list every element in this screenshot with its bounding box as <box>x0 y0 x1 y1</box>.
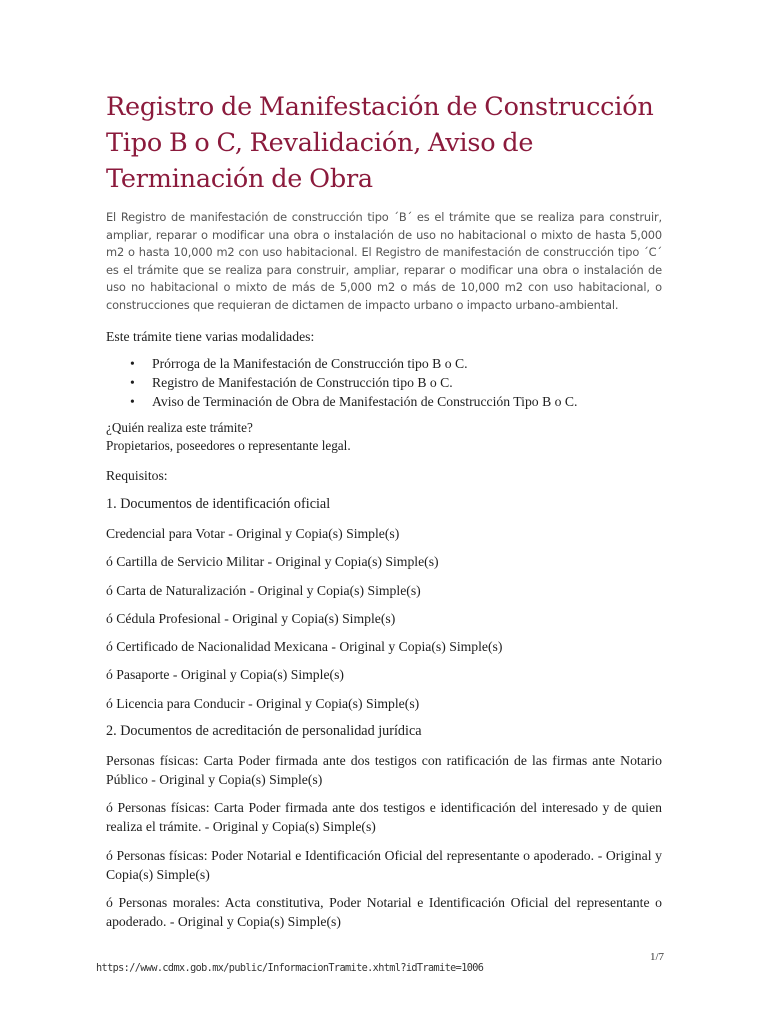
quien-realiza-block <box>106 419 662 454</box>
section-heading-identificacion: 1. Documentos de identificación oficial <box>106 496 331 512</box>
modalidad-text: Prórroga de la Manifestación de Construcción tipo B o C. <box>152 356 468 371</box>
intro-paragraph: El Registro de manifestación de construcción tipo ´B´ es el trámite que se realiza para construir, ampliar, reparar o modificar una obra o instalación de uso no habitacional o mixto de hasta 5,000 m2 o hasta 10,000 m2 con uso habitacional. El Registro de manifestación de construcción tipo ´C´ es el trámite que se realiza para construir, ampliar, reparar o modificar una obra o instalación de uso no habitacional o mixto de más de 5,000 m2 o más de 10,000 m2 con uso habitacional, o construcciones que requieran de dictamen de impacto urbano o impacto urbano-ambiental. <box>106 210 662 312</box>
bullet-icon: • <box>130 356 135 371</box>
page-number: 1/7 <box>650 951 665 963</box>
list-item <box>106 373 662 392</box>
requisito-item: ó Personas morales: Acta constitutiva, Poder Notarial e Identificación Oficial del representante o apoderado. - Original y Copia(s) Simple(s) <box>106 894 662 929</box>
modalidad-text: Aviso de Terminación de Obra de Manifestación de Construcción Tipo B o C. <box>152 394 578 409</box>
modalidades-label: Este trámite tiene varias modalidades: <box>106 329 315 344</box>
requisito-item: ó Licencia para Conducir - Original y Copia(s) Simple(s) <box>106 695 420 711</box>
requisito-item: ó Cédula Profesional - Original y Copia(s) Simple(s) <box>106 610 396 626</box>
requisito-item: ó Pasaporte - Original y Copia(s) Simple(s) <box>106 667 344 683</box>
requisito-item: ó Certificado de Nacionalidad Mexicana - Original y Copia(s) Simple(s) <box>106 639 503 655</box>
list-item <box>106 354 662 373</box>
section-heading-personalidad: 2. Documentos de acreditación de personalidad jurídica <box>106 723 422 740</box>
document-page <box>106 84 662 940</box>
quien-question: ¿Quién realiza este trámite? <box>106 420 253 435</box>
requisito-item: Credencial para Votar - Original y Copia(s) Simple(s) <box>106 526 400 541</box>
list-item <box>106 392 662 411</box>
source-url: https://www.cdmx.gob.mx/public/InformacionTramite.xhtml?idTramite=1006 <box>96 963 484 974</box>
modalidades-list <box>106 354 662 411</box>
quien-answer: Propietarios, poseedores o representante legal. <box>106 437 351 453</box>
requisito-item: ó Personas físicas: Poder Notarial e Identificación Oficial del representante o apoderado. - Original y Copia(s) Simple(s) <box>106 847 662 882</box>
bullet-icon: • <box>130 375 135 390</box>
requisito-item: Personas físicas: Carta Poder firmada ante dos testigos con ratificación de las firmas ante Notario Público - Original y Copia(s) Simple(s) <box>106 753 662 788</box>
bullet-icon: • <box>130 394 135 409</box>
requisitos-label: Requisitos: <box>106 468 168 483</box>
requisito-item: ó Personas físicas: Carta Poder firmada ante dos testigos e identificación del interesado y de quien realiza el trámite. - Original y Copia(s) Simple(s) <box>106 800 662 835</box>
requisito-item: ó Carta de Naturalización - Original y Copia(s) Simple(s) <box>106 582 421 598</box>
modalidad-text: Registro de Manifestación de Construcción tipo B o C. <box>152 375 453 390</box>
requisito-item: ó Cartilla de Servicio Militar - Original y Copia(s) Simple(s) <box>106 554 439 570</box>
page-title: Registro de Manifestación de Construcción Tipo B o C, Revalidación, Aviso de Terminación de Obra <box>106 92 654 194</box>
